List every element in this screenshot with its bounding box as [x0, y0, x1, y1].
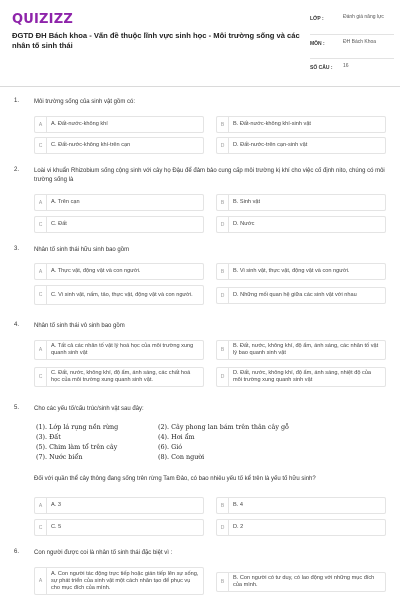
meta-class-value: Đánh giá năng lực [343, 14, 384, 20]
option-5a[interactable] [34, 497, 204, 514]
meta-count-row [310, 59, 394, 75]
option-2c[interactable] [34, 216, 204, 233]
option-text: D. 2 [233, 524, 244, 530]
question-number: 4. [14, 322, 20, 328]
option-text: A. Tất cả các nhân tố vật lý hoá học của môi trường xung quanh sinh vật [51, 343, 194, 356]
option-text: A. Trên cạn [51, 199, 80, 205]
meta-subject-label: MÔN : [310, 41, 325, 47]
option-text: A. Con người tác động trực tiếp hoặc gián tiếp lên sự sống, sự phát triển của sinh vật một cách nhân tạo để phục vụ cho mục đích của mình. [51, 570, 199, 591]
option-letter: D [217, 368, 229, 386]
option-2a[interactable] [34, 194, 204, 211]
option-letter: A [35, 195, 47, 210]
option-letter: B [217, 498, 229, 513]
option-text: D. Đất-nước-trên cạn-sinh vật [233, 142, 308, 148]
question-number: 1. [14, 98, 20, 104]
meta-count-value: 16 [343, 63, 349, 69]
option-letter: A [35, 117, 47, 132]
option-text: C. Vi sinh vật, nấm, tảo, thực vật, động vật và con người. [51, 291, 193, 298]
material-item-2: (2). Cây phong lan bám trên thân cây gỗ [158, 423, 289, 431]
option-text: B. Đất-nước-không khí-sinh vật [233, 121, 311, 127]
option-letter: D [217, 138, 229, 153]
option-letter: A [35, 568, 47, 594]
option-letter: D [217, 288, 229, 303]
option-4b[interactable] [216, 340, 386, 360]
option-text: B. Con người có tư duy, có lao động với những mục đích của mình. [233, 575, 375, 588]
material-item-8: (8). Con người [158, 453, 205, 461]
option-4c[interactable] [34, 367, 204, 387]
option-text: B. Vi sinh vật, thực vật, động vật và con người. [233, 268, 350, 274]
option-letter: B [217, 264, 229, 279]
question-text: Cho các yếu tố/cấu trúc/sinh vật sau đây: [34, 406, 144, 412]
option-letter: C [35, 368, 47, 386]
option-letter: A [35, 264, 47, 279]
question-number: 2. [14, 167, 20, 173]
material-item-4: (4). Hơi ẩm [158, 433, 195, 441]
option-4a[interactable] [34, 340, 204, 360]
option-letter: A [35, 341, 47, 359]
option-2b[interactable] [216, 194, 386, 211]
material-item-7: (7). Nước biển [36, 453, 83, 461]
material-item-1: (1). Lớp lá rụng nền rừng [36, 423, 119, 431]
option-letter: B [217, 341, 229, 359]
quizizz-logo: QUIZIZZ [12, 12, 73, 27]
option-letter: A [35, 498, 47, 513]
question-text: Nhân tố sinh thái vô sinh bao gồm [34, 323, 125, 329]
meta-subject-value: ĐH Bách Khoa [343, 39, 377, 45]
option-letter: D [217, 217, 229, 232]
worksheet-meta [310, 14, 394, 75]
option-text: A. 3 [51, 502, 61, 508]
option-1a[interactable] [34, 116, 204, 133]
question-subtext: Đối với quần thể cây thông đang sống trên rừng Tam Đảo, có bao nhiêu yếu tố kể trên là yếu tố hữu sinh? [34, 476, 316, 482]
meta-class-row [310, 14, 394, 35]
option-5d[interactable] [216, 519, 386, 536]
question-text: Loài vi khuẩn Rhizobium sống cộng sinh với cây họ Đậu để đảm bảo cung cấp môi trường kị khí cho việc cố định nito, chúng có môi trường sống là [34, 168, 385, 183]
option-text: D. Đất, nước, không khí, độ ẩm, ánh sáng, nhiệt độ của môi trường xung quanh sinh vật [233, 370, 372, 383]
option-1b[interactable] [216, 116, 386, 133]
option-1c[interactable] [34, 137, 204, 154]
option-letter: B [217, 573, 229, 591]
question-text: Con người được coi là nhân tố sinh thái đặc biệt vì : [34, 550, 173, 556]
option-text: D. Nước [233, 221, 255, 227]
option-3d[interactable] [216, 287, 386, 304]
option-3a[interactable] [34, 263, 204, 280]
question-number: 5. [14, 405, 20, 411]
meta-class-label: LỚP : [310, 16, 324, 22]
question-number: 3. [14, 246, 20, 252]
option-text: C. Đất [51, 221, 67, 227]
option-text: C. Đất-nước-không khí-trên cạn [51, 142, 131, 148]
material-item-6: (6). Gió [158, 443, 183, 451]
option-3c[interactable] [34, 285, 204, 305]
option-6a[interactable] [34, 567, 204, 595]
option-letter: B [217, 117, 229, 132]
option-6b[interactable] [216, 572, 386, 592]
question-text: Nhân tố sinh thái hữu sinh bao gồm [34, 247, 130, 253]
header-divider [0, 86, 400, 87]
option-letter: C [35, 520, 47, 535]
option-text: B. Đất, nước, không khí, độ ẩm, ánh sáng, các nhân tố vật lý bao quanh sinh vật [233, 343, 379, 356]
option-text: D. Những mối quan hệ giữa các sinh vật với nhau [233, 292, 357, 298]
option-letter: D [217, 520, 229, 535]
question-text: Môi trường sống của sinh vật gồm có: [34, 99, 135, 105]
material-item-3: (3). Đất [36, 433, 61, 441]
option-text: C. Đất, nước, không khí, độ ẩm, ánh sáng, các chất hoá học của môi trường xung quanh sinh vật. [51, 370, 191, 383]
option-text: B. Sinh vật [233, 199, 261, 205]
option-letter: B [217, 195, 229, 210]
material-item-5: (5). Chim làm tổ trên cây [36, 443, 118, 451]
option-1d[interactable] [216, 137, 386, 154]
option-text: A. Thực vật, động vật và con người. [51, 268, 141, 274]
worksheet-header [0, 0, 400, 85]
option-4d[interactable] [216, 367, 386, 387]
option-letter: C [35, 138, 47, 153]
meta-count-label: SỐ CÂU : [310, 65, 333, 71]
option-3b[interactable] [216, 263, 386, 280]
question-number: 6. [14, 549, 20, 555]
worksheet-title: ĐGTD ĐH Bách khoa - Vấn đề thuộc lĩnh vực sinh học - Môi trường sống và các nhân tố sinh thái [12, 31, 300, 50]
option-letter: C [35, 217, 47, 232]
meta-subject-row [310, 35, 394, 59]
option-5b[interactable] [216, 497, 386, 514]
option-text: B. 4 [233, 502, 243, 508]
option-text: A. Đất-nước-không khí [51, 121, 108, 127]
option-2d[interactable] [216, 216, 386, 233]
option-5c[interactable] [34, 519, 204, 536]
option-text: C. 5 [51, 524, 62, 530]
option-letter: C [35, 286, 47, 304]
